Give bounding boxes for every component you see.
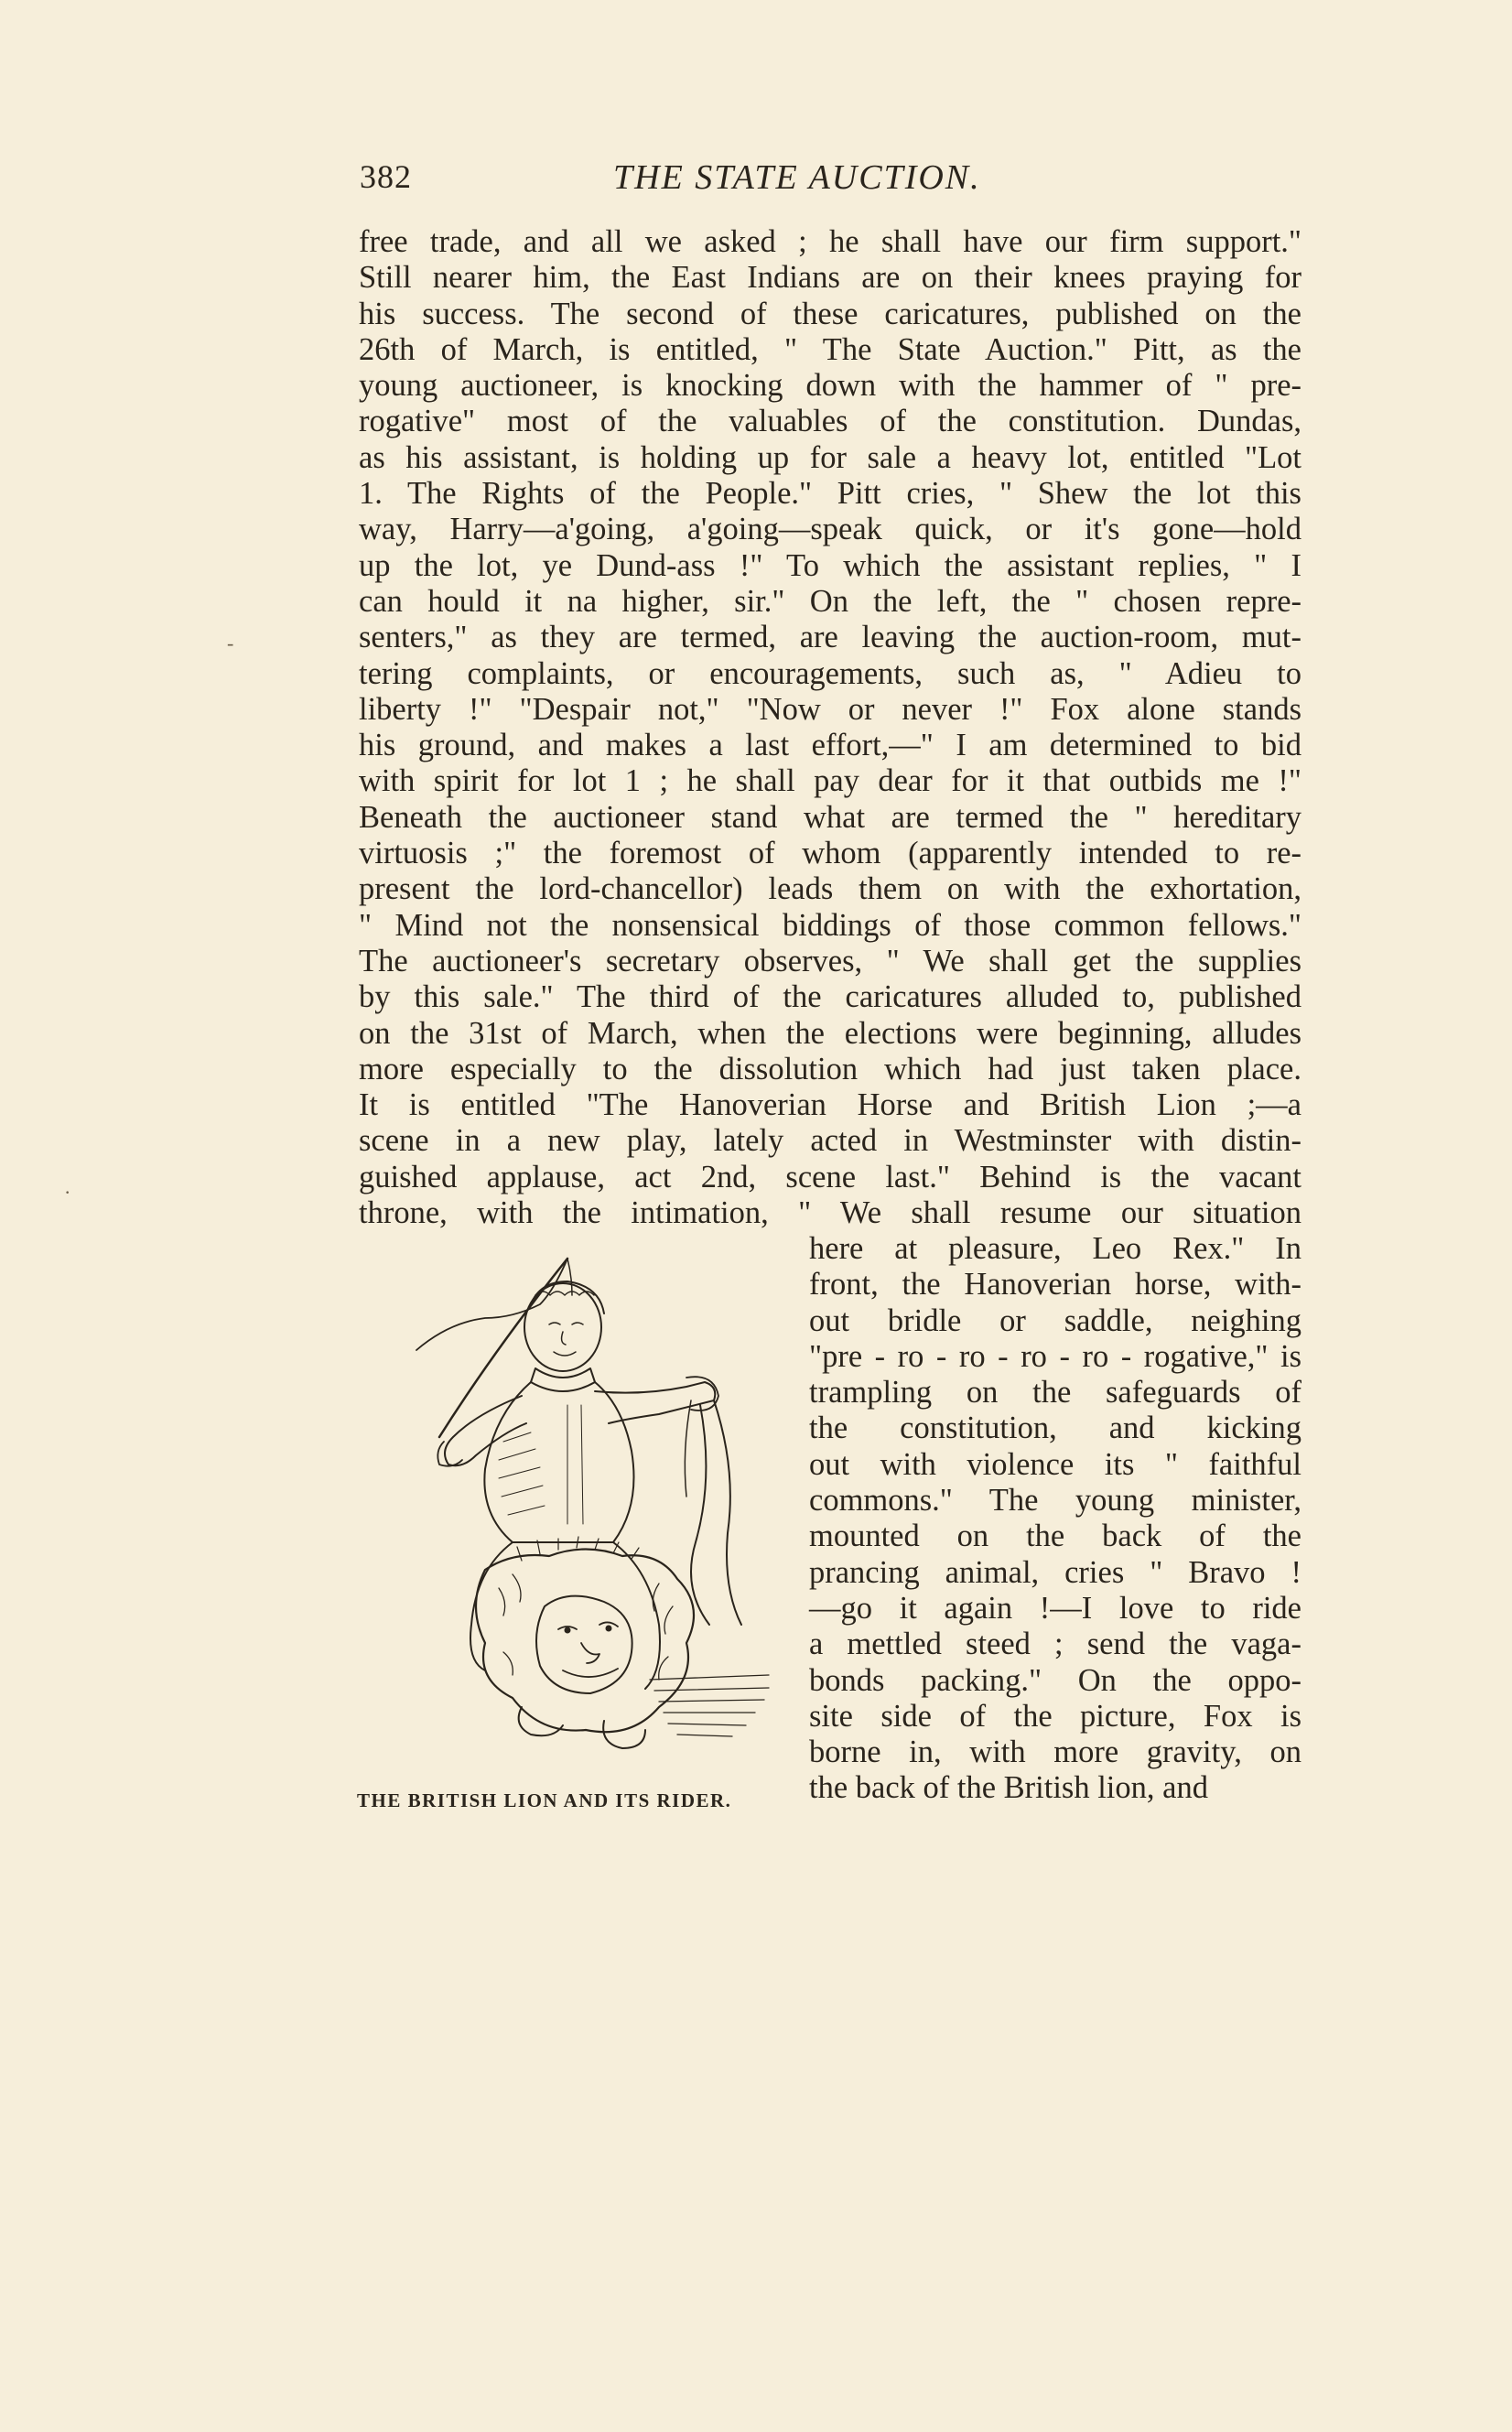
- text-line: trampling on the safeguards of: [809, 1375, 1301, 1411]
- figure-caption: THE BRITISH LION AND ITS RIDER.: [357, 1789, 732, 1811]
- text-line: more especially to the dissolution which had just taken place.: [359, 1051, 1301, 1086]
- text-line: guished applause, act 2nd, scene last." Behind is the vacant: [359, 1159, 1301, 1194]
- text-line: prancing animal, cries " Bravo !: [809, 1554, 1301, 1590]
- body-text: [359, 224, 1301, 1231]
- text-line: "pre - ro - ro - ro - ro - rogative," is: [809, 1338, 1301, 1374]
- text-line: " Mind not the nonsensical biddings of those common fellows.": [359, 907, 1301, 943]
- text-line: out bridle or saddle, neighing: [809, 1302, 1301, 1338]
- text-line: can hould it na higher, sir." On the left, the " chosen repre-: [359, 583, 1301, 619]
- text-line: commons." The young minister,: [809, 1483, 1301, 1519]
- text-line: the constitution, and kicking: [809, 1411, 1301, 1446]
- text-line: tering complaints, or encouragements, such as, " Adieu to: [359, 655, 1301, 691]
- text-line: bonds packing." On the oppo-: [809, 1662, 1301, 1698]
- text-line: up the lot, ye Dund-ass !" To which the assistant replies, " I: [359, 547, 1301, 583]
- text-line: present the lord-chancellor) leads them on with the exhortation,: [359, 871, 1301, 907]
- text-line: The auctioneer's secretary observes, " We shall get the supplies: [359, 943, 1301, 978]
- text-line: free trade, and all we asked ; he shall have our firm support.": [359, 224, 1301, 259]
- text-line: by this sale." The third of the caricatures alluded to, published: [359, 979, 1301, 1015]
- text-line: as his assistant, is holding up for sale a heavy lot, entitled "Lot: [359, 439, 1301, 475]
- text-line: 1. The Rights of the People." Pitt cries, " Shew the lot this: [359, 476, 1301, 512]
- text-line: here at pleasure, Leo Rex." In: [809, 1231, 1301, 1266]
- text-line: scene in a new play, lately acted in Westminster with distin-: [359, 1123, 1301, 1159]
- text-line: the back of the British lion, and: [809, 1770, 1208, 1806]
- margin-mark: ·: [64, 1181, 71, 1204]
- text-line: out with violence its " faithful: [809, 1446, 1301, 1482]
- text-line: —go it again !—I love to ride: [809, 1590, 1301, 1626]
- wrapped-text: [809, 1231, 1301, 1807]
- text-line: senters," as they are termed, are leaving the auction-room, mut-: [359, 620, 1301, 655]
- text-line: Beneath the auctioneer stand what are termed the " hereditary: [359, 799, 1301, 835]
- text-line: It is entitled "The Hanoverian Horse and British Lion ;—a: [359, 1087, 1301, 1123]
- text-line: way, Harry—a'going, a'going—speak quick, or it's gone—hold: [359, 512, 1301, 547]
- text-line: young auctioneer, is knocking down with the hammer of " pre-: [359, 368, 1301, 404]
- text-line: mounted on the back of the: [809, 1519, 1301, 1554]
- text-line: rogative" most of the valuables of the constitution. Dundas,: [359, 404, 1301, 439]
- running-head: THE STATE AUCTION.: [613, 158, 981, 197]
- text-line: borne in, with more gravity, on: [809, 1735, 1301, 1770]
- text-line: a mettled steed ; send the vaga-: [809, 1627, 1301, 1662]
- lion-rider-engraving: [384, 1240, 787, 1767]
- text-line: site side of the picture, Fox is: [809, 1698, 1301, 1734]
- text-line: with spirit for lot 1 ; he shall pay dear for it that outbids me !": [359, 763, 1301, 799]
- text-line: front, the Hanoverian horse, with-: [809, 1267, 1301, 1302]
- text-line: liberty !" "Despair not," "Now or never !" Fox alone stands: [359, 691, 1301, 727]
- text-line: his ground, and makes a last effort,—" I am determined to bid: [359, 728, 1301, 763]
- text-line: throne, with the intimation, " We shall resume our situation: [359, 1195, 1301, 1231]
- text-line: his success. The second of these caricatures, published on the: [359, 296, 1301, 331]
- margin-mark: ‑: [227, 632, 234, 654]
- text-line: on the 31st of March, when the elections were beginning, alludes: [359, 1015, 1301, 1051]
- text-line: Still nearer him, the East Indians are on their knees praying for: [359, 260, 1301, 296]
- text-line: virtuosis ;" the foremost of whom (apparently intended to re-: [359, 836, 1301, 871]
- page-number: 382: [360, 158, 412, 195]
- text-line: 26th of March, is entitled, " The State Auction." Pitt, as the: [359, 331, 1301, 367]
